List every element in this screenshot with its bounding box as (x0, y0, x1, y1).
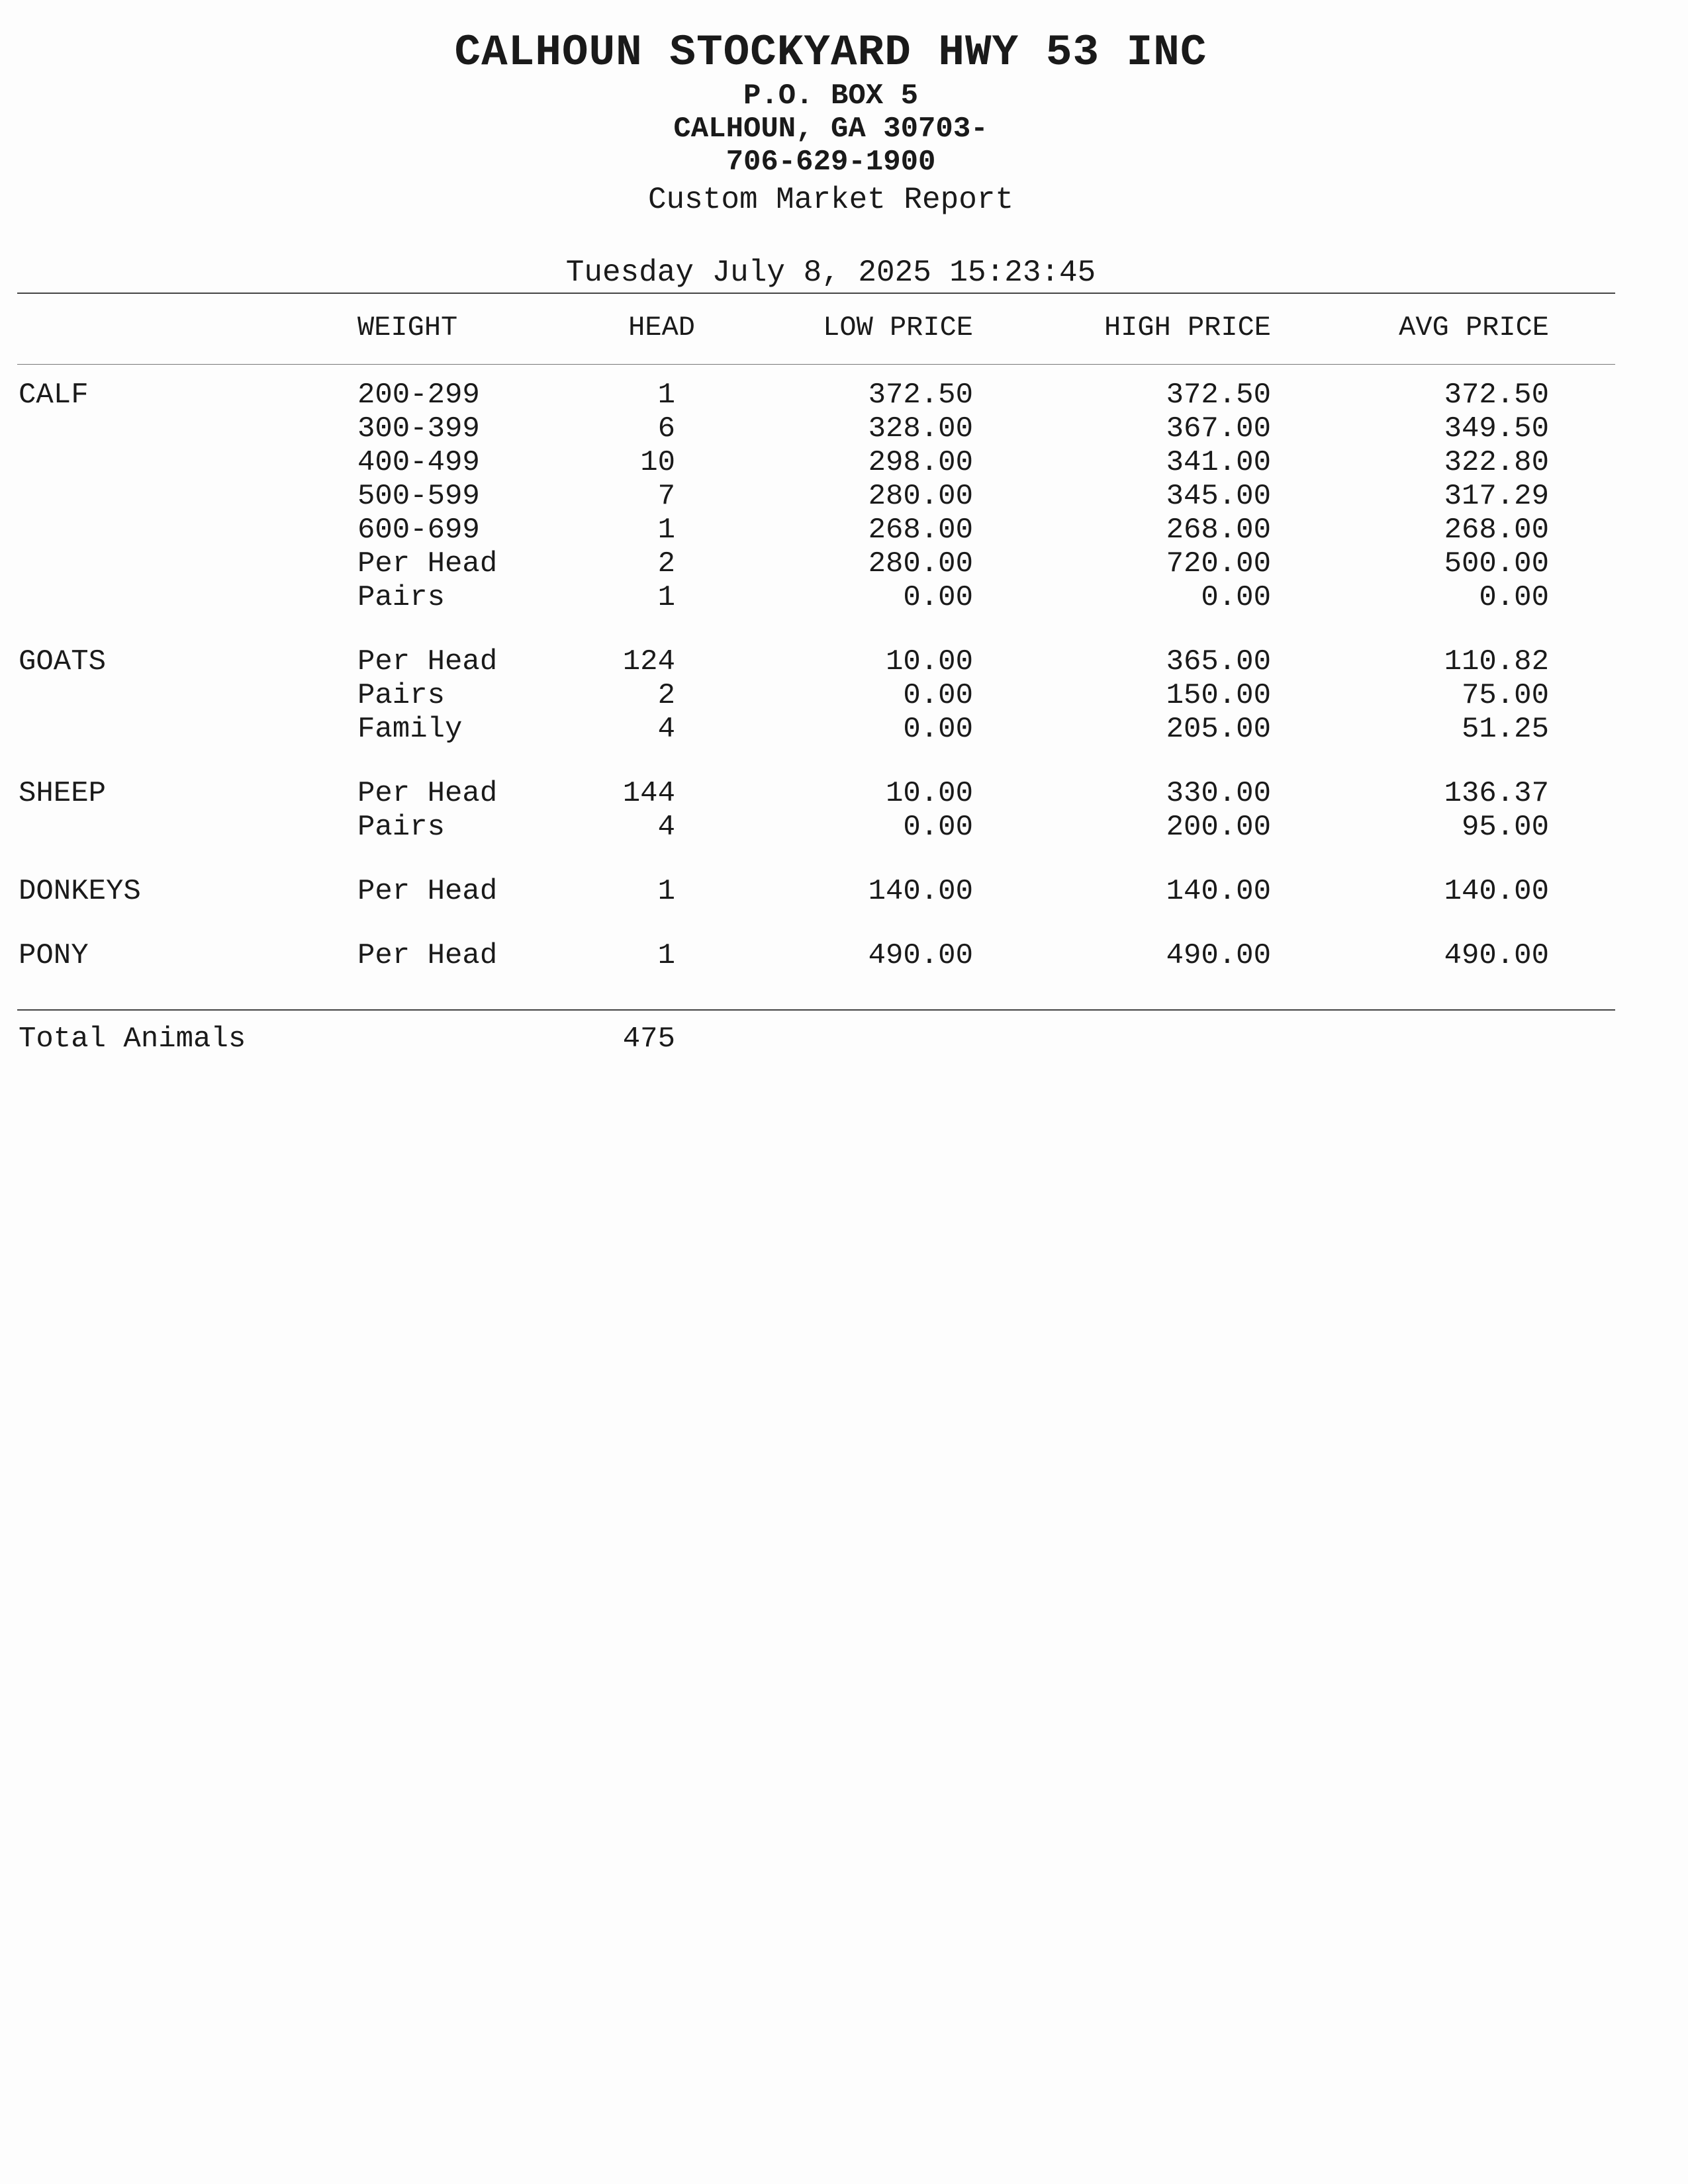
weight-cell: Per Head (357, 547, 498, 580)
po-box: P.O. BOX 5 (743, 79, 919, 113)
column-header-low-price: LOW PRICE (823, 312, 973, 343)
low-price-cell: 268.00 (868, 514, 973, 547)
avg-price-cell: 490.00 (1444, 939, 1549, 972)
high-price-cell: 140.00 (1166, 875, 1271, 908)
head-count-cell: 7 (657, 480, 675, 513)
low-price-cell: 298.00 (868, 446, 973, 479)
total-label: Total Animals (19, 1023, 246, 1056)
company-name: CALHOUN STOCKYARD HWY 53 INC (454, 28, 1207, 77)
header-top-rule (17, 293, 1615, 294)
animal-name: CALF (19, 379, 89, 412)
high-price-cell: 365.00 (1166, 645, 1271, 678)
table-row (0, 939, 1688, 973)
table-row (0, 679, 1688, 713)
high-price-cell: 330.00 (1166, 777, 1271, 810)
total-head: 475 (622, 1023, 675, 1056)
report-header (0, 26, 1662, 293)
head-count-cell: 144 (622, 777, 675, 810)
high-price-cell: 150.00 (1166, 679, 1271, 712)
animal-name: SHEEP (19, 777, 107, 810)
low-price-cell: 0.00 (903, 811, 973, 844)
head-count-cell: 1 (657, 514, 675, 547)
head-count-cell: 1 (657, 875, 675, 908)
head-count-cell: 2 (657, 679, 675, 712)
weight-cell: Pairs (357, 679, 445, 712)
column-header-avg-price: AVG PRICE (1399, 312, 1549, 343)
weight-cell: Per Head (357, 939, 498, 972)
animal-name: GOATS (19, 645, 107, 678)
high-price-cell: 341.00 (1166, 446, 1271, 479)
avg-price-cell: 75.00 (1461, 679, 1549, 712)
report-datetime: Tuesday July 8, 2025 15:23:45 (565, 255, 1096, 290)
head-count-cell: 1 (657, 379, 675, 412)
total-rule (17, 1009, 1615, 1011)
weight-cell: 500-599 (357, 480, 480, 513)
table-row (0, 514, 1688, 547)
weight-cell: Per Head (357, 645, 498, 678)
report-title: Custom Market Report (647, 183, 1014, 217)
market-table-body (0, 379, 1688, 973)
weight-cell: Pairs (357, 581, 445, 614)
avg-price-cell: 95.00 (1461, 811, 1549, 844)
phone-number: 706-629-1900 (726, 146, 936, 179)
low-price-cell: 372.50 (868, 379, 973, 412)
column-header-weight: WEIGHT (357, 312, 458, 343)
high-price-cell: 205.00 (1166, 713, 1271, 746)
weight-cell: Pairs (357, 811, 445, 844)
low-price-cell: 10.00 (885, 777, 973, 810)
avg-price-cell: 317.29 (1444, 480, 1549, 513)
low-price-cell: 0.00 (903, 679, 973, 712)
high-price-cell: 372.50 (1166, 379, 1271, 412)
head-count-cell: 10 (640, 446, 675, 479)
avg-price-cell: 110.82 (1444, 645, 1549, 678)
weight-cell: Per Head (357, 875, 498, 908)
weight-cell: 400-499 (357, 446, 480, 479)
avg-price-cell: 322.80 (1444, 446, 1549, 479)
column-header-high-price: HIGH PRICE (1103, 312, 1271, 343)
animal-name: PONY (19, 939, 89, 972)
head-count-cell: 1 (657, 581, 675, 614)
weight-cell: 300-399 (357, 412, 480, 445)
head-count-cell: 6 (657, 412, 675, 445)
avg-price-cell: 500.00 (1444, 547, 1549, 580)
table-row (0, 581, 1688, 615)
column-header-head: HEAD (628, 312, 695, 343)
low-price-cell: 0.00 (903, 713, 973, 746)
avg-price-cell: 372.50 (1444, 379, 1549, 412)
table-row (0, 412, 1688, 446)
avg-price-cell: 0.00 (1479, 581, 1549, 614)
avg-price-cell: 268.00 (1444, 514, 1549, 547)
avg-price-cell: 51.25 (1461, 713, 1549, 746)
city-state-zip: CALHOUN, GA 30703- (673, 113, 988, 146)
high-price-cell: 0.00 (1201, 581, 1271, 614)
weight-cell: 200-299 (357, 379, 480, 412)
low-price-cell: 280.00 (868, 547, 973, 580)
head-count-cell: 2 (657, 547, 675, 580)
table-row (0, 777, 1688, 811)
low-price-cell: 10.00 (885, 645, 973, 678)
head-count-cell: 1 (657, 939, 675, 972)
weight-cell: 600-699 (357, 514, 480, 547)
high-price-cell: 490.00 (1166, 939, 1271, 972)
weight-cell: Family (357, 713, 463, 746)
head-count-cell: 4 (657, 811, 675, 844)
high-price-cell: 720.00 (1166, 547, 1271, 580)
high-price-cell: 367.00 (1166, 412, 1271, 445)
avg-price-cell: 136.37 (1444, 777, 1549, 810)
low-price-cell: 0.00 (903, 581, 973, 614)
table-row (0, 713, 1688, 747)
table-row (0, 480, 1688, 514)
table-row (0, 446, 1688, 480)
table-row (0, 645, 1688, 679)
head-count-cell: 124 (622, 645, 675, 678)
animal-name: DONKEYS (19, 875, 141, 908)
head-count-cell: 4 (657, 713, 675, 746)
low-price-cell: 490.00 (868, 939, 973, 972)
low-price-cell: 280.00 (868, 480, 973, 513)
table-row (0, 547, 1688, 581)
table-row (0, 379, 1688, 412)
table-row (0, 811, 1688, 844)
header-bottom-rule (17, 364, 1615, 365)
low-price-cell: 328.00 (868, 412, 973, 445)
low-price-cell: 140.00 (868, 875, 973, 908)
high-price-cell: 268.00 (1166, 514, 1271, 547)
avg-price-cell: 349.50 (1444, 412, 1549, 445)
weight-cell: Per Head (357, 777, 498, 810)
high-price-cell: 345.00 (1166, 480, 1271, 513)
avg-price-cell: 140.00 (1444, 875, 1549, 908)
high-price-cell: 200.00 (1166, 811, 1271, 844)
table-row (0, 875, 1688, 909)
